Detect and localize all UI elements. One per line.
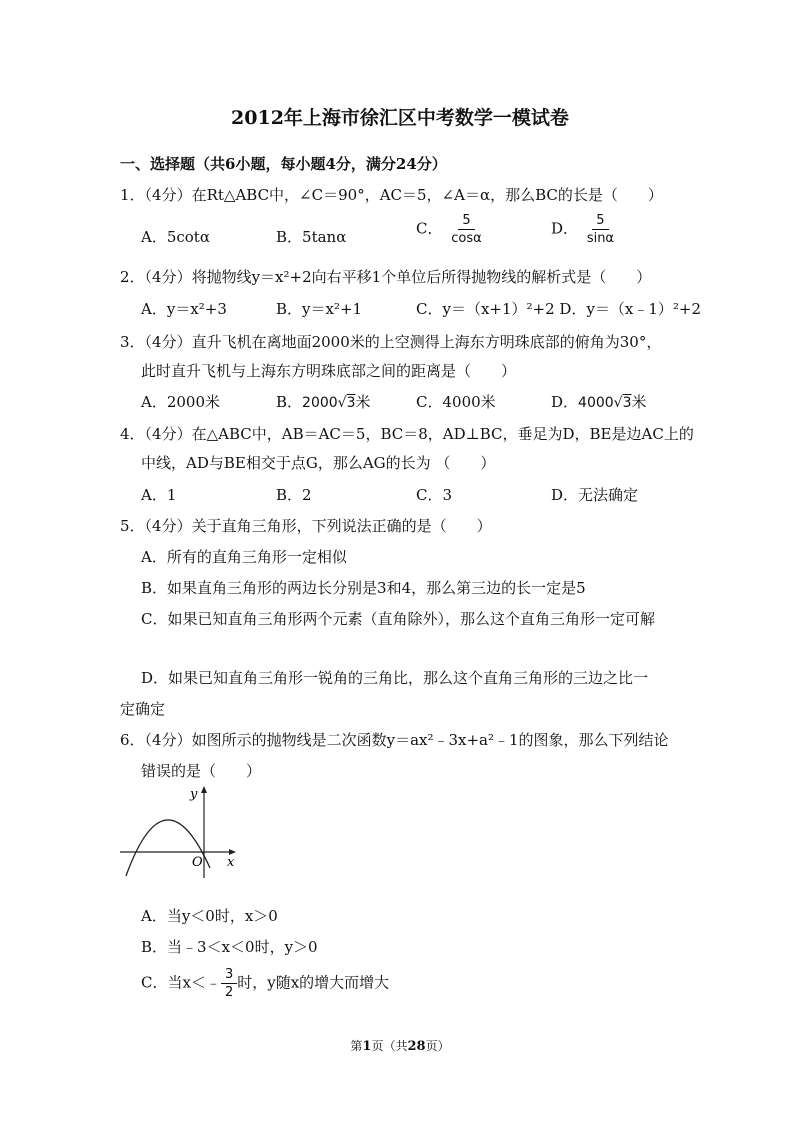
q2-option-b: B．y＝x²+1 xyxy=(276,300,363,318)
origin-label: O xyxy=(192,855,203,870)
x-axis-label: x xyxy=(227,855,235,870)
q4-stem-line1: 4．（4分）在△ABC中，AB＝AC＝5，BC＝8，AD⊥BC，垂足为D，BE是边AC上的 xyxy=(120,425,694,443)
q3-option-b-coef: 2000 xyxy=(302,395,338,411)
q1-option-c-numerator: 5 xyxy=(458,214,474,230)
q6-stem-line1: 6．（4分）如图所示的抛物线是二次函数y＝ax²﹣3x+a²﹣1的图象，那么下列结论 xyxy=(120,731,669,749)
q3-option-a: A．2000米 xyxy=(141,393,221,411)
page-footer xyxy=(0,1037,800,1054)
q6-option-b: B．当﹣3＜x＜0时，y＞0 xyxy=(141,938,318,956)
q4-stem-line2: 中线，AD与BE相交于点G，那么AG的长为 （ ） xyxy=(141,454,496,472)
q6-option-c xyxy=(141,968,389,999)
q1-option-b: B．5tanα xyxy=(276,228,347,246)
q1-option-d-denominator: sinα xyxy=(586,231,615,246)
q1-option-c-denominator: cosα xyxy=(451,231,482,246)
q6-option-c-fraction xyxy=(221,968,237,999)
q5-option-c: C．如果已知直角三角形两个元素（直角除外），那么这个直角三角形一定可解 xyxy=(141,610,655,628)
q3-option-c: C．4000米 xyxy=(416,393,496,411)
q3-option-b-unit: 米 xyxy=(355,393,371,411)
q4-option-d: D．无法确定 xyxy=(551,486,639,504)
footer-pre: 第 xyxy=(350,1039,363,1053)
footer-page-number: 1 xyxy=(362,1039,372,1054)
q3-option-d-label: D． xyxy=(551,393,579,411)
q3-option-d-unit: 米 xyxy=(631,393,647,411)
q3-option-d xyxy=(551,391,647,412)
q4-option-a: A．1 xyxy=(141,486,177,504)
q1-option-d xyxy=(551,214,618,245)
q3-option-d-coef: 4000 xyxy=(578,395,614,411)
page-title: 2012年上海市徐汇区中考数学一模试卷 xyxy=(231,107,569,129)
q1-stem: 1．（4分）在Rt△ABC中，∠C＝90°，AC＝5，∠A＝α，那么BC的长是（ ） xyxy=(120,186,663,204)
q6-parabola-graph xyxy=(118,782,248,880)
q5-option-d-line1: D．如果已知直角三角形一锐角的三角比，那么这个直角三角形的三边之比一 xyxy=(141,669,649,687)
q4-option-b: B．2 xyxy=(276,486,312,504)
q6-stem-line2: 错误的是（ ） xyxy=(141,762,262,780)
footer-total-pages: 28 xyxy=(407,1039,426,1054)
q1-option-d-fraction xyxy=(583,214,618,245)
footer-post: 页） xyxy=(425,1039,450,1053)
q2-option-a: A．y＝x²+3 xyxy=(141,300,227,318)
q1-option-d-label: D． xyxy=(551,219,579,238)
q3-option-d-root: 3 xyxy=(622,395,632,411)
q1-option-d-numerator: 5 xyxy=(592,214,608,230)
q5-stem: 5．（4分）关于直角三角形，下列说法正确的是（ ） xyxy=(120,517,492,535)
section-heading: 一、选择题（共6小题，每小题4分，满分24分） xyxy=(120,155,447,173)
q1-option-a: A．5cotα xyxy=(141,228,210,246)
q2-option-cd: C．y＝（x+1）²+2 D．y＝（x﹣1）²+2 xyxy=(416,300,702,318)
q3-stem-line1: 3．（4分）直升飞机在离地面2000米的上空测得上海东方明珠底部的俯角为30°， xyxy=(120,333,662,351)
q3-option-b-label: B． xyxy=(276,393,303,411)
y-axis-label: y xyxy=(190,787,198,802)
q6-option-c-post: 时，y随x的增大而增大 xyxy=(237,973,390,992)
y-axis-arrow xyxy=(201,786,207,793)
q5-option-d-line2: 定确定 xyxy=(120,700,166,718)
q3-stem-line2: 此时直升飞机与上海东方明珠底部之间的距离是（ ） xyxy=(141,362,517,380)
q6-option-a: A．当y＜0时，x＞0 xyxy=(141,907,278,925)
q1-option-c-fraction xyxy=(447,214,485,245)
q3-option-b-root: 3 xyxy=(346,395,356,411)
q6-option-c-numerator: 3 xyxy=(221,968,237,984)
q5-option-a: A．所有的直角三角形一定相似 xyxy=(141,548,347,566)
q3-option-d-radical: 4000√3 xyxy=(578,395,632,411)
q6-option-c-denominator: 2 xyxy=(224,985,234,1000)
q5-option-b: B．如果直角三角形的两边长分别是3和4，那么第三边的长一定是5 xyxy=(141,579,586,597)
q2-stem: 2．（4分）将抛物线y＝x²+2向右平移1个单位后所得抛物线的解析式是（ ） xyxy=(120,268,652,286)
q3-option-b-radical: 2000√3 xyxy=(302,395,356,411)
q3-option-b xyxy=(276,391,371,412)
footer-mid: 页（共 xyxy=(371,1039,408,1053)
q4-option-c: C．3 xyxy=(416,486,453,504)
q1-option-c-label: C． xyxy=(416,219,443,238)
q6-option-c-pre: C．当x＜﹣ xyxy=(141,973,221,992)
q1-option-c xyxy=(416,214,486,245)
